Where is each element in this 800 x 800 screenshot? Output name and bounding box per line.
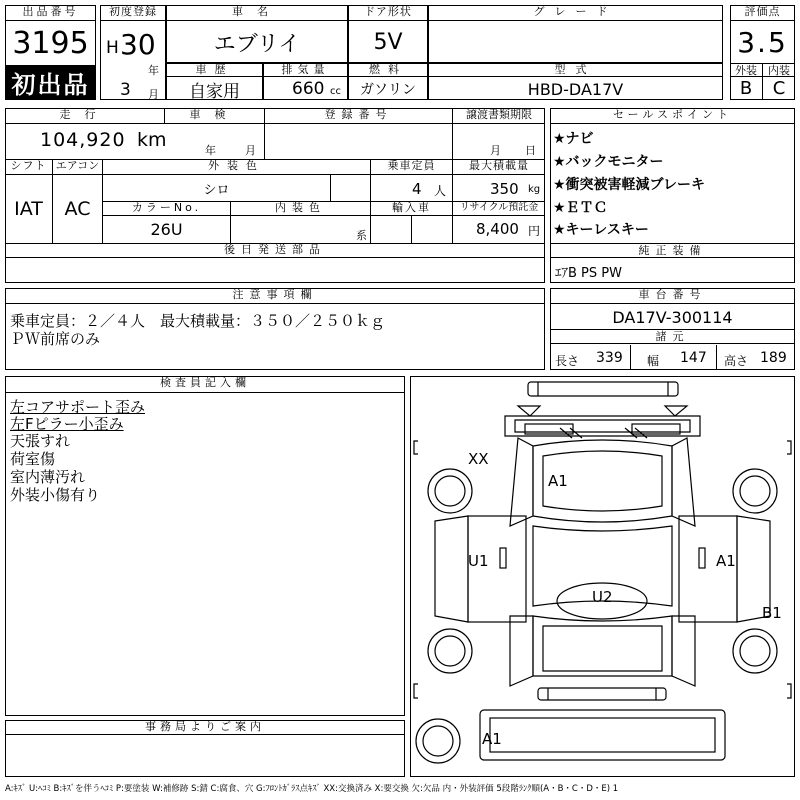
load-unit: kg — [528, 184, 541, 195]
model-label: 型式 — [428, 63, 723, 77]
interior-grade: C — [772, 78, 786, 99]
chassis-label: 車台番号 — [550, 288, 795, 304]
reg-no-label: 登録番号 — [265, 108, 453, 124]
fuel-label: 燃料 — [348, 63, 428, 77]
shift-value: IAT — [5, 175, 53, 243]
later-parts-label: 後日発送部品 — [5, 243, 545, 258]
inspector-line: 左Fピラー小歪み — [10, 415, 124, 433]
month-unit: 月 — [148, 88, 159, 101]
sales-point-item: ★キーレスキー — [553, 222, 649, 238]
load-label: 最大積載量 — [453, 159, 545, 175]
dims-label: 諸元 — [550, 329, 795, 344]
color-label: 外装色 — [103, 159, 371, 175]
sales-points-label: セールスポイント — [550, 108, 795, 124]
inspector-line: 左コアサポート歪み — [10, 398, 146, 416]
history-label: 車歴 — [166, 63, 263, 77]
shift-label: シフト — [5, 159, 53, 175]
chassis-value: DA17V-300114 — [612, 307, 733, 327]
inspection-label: 車検 — [165, 108, 265, 124]
lot-label: 出品番号 — [5, 5, 96, 21]
lot-number: 3195 — [12, 25, 89, 61]
damage-mark-roof: A1 — [548, 472, 568, 490]
color-value: シロ — [103, 175, 331, 201]
color-no-value: 26U — [103, 216, 231, 243]
length-value: 339 — [596, 350, 623, 366]
inspector-line: 室内薄汚れ — [10, 468, 86, 486]
height-value: 189 — [760, 350, 787, 366]
displacement-unit: cc — [330, 86, 341, 97]
exterior-label: 外装 — [730, 63, 763, 77]
inspector-line: 外装小傷有り — [10, 486, 101, 504]
color-no-label: カラーNo. — [103, 201, 231, 216]
era-mark: H — [106, 38, 119, 58]
notes-line: 乗車定員：２／４人 最大積載量：３５０／２５０ｋｇ — [10, 312, 386, 330]
sales-point-item: ★バックモニター — [553, 154, 664, 170]
ac-label: エアコン — [53, 159, 103, 175]
mileage-label: 走行 — [5, 108, 165, 124]
damage-mark-center: U2 — [592, 588, 613, 606]
inspection-month-unit: 月 — [245, 144, 256, 157]
score-value: 3.5 — [737, 25, 788, 59]
width-value: 147 — [680, 350, 707, 366]
car-name: エブリイ — [213, 31, 301, 57]
notes-line: ＰＷ前席のみ — [10, 330, 101, 348]
inspector-line: 荷室傷 — [10, 450, 56, 468]
inspector-line: 天張すれ — [10, 432, 71, 450]
recycle-unit: 円 — [528, 224, 541, 238]
seats-label: 乗車定員 — [371, 159, 453, 175]
mileage-value: 104,920 — [40, 129, 126, 151]
inspector-label: 検査員記入欄 — [5, 376, 405, 393]
score-label: 評価点 — [730, 5, 795, 21]
fuel-value: ガソリン — [360, 82, 416, 98]
transfer-month-unit: 月 — [490, 144, 501, 157]
recycle-label: リサイクル預託金 — [453, 201, 545, 216]
grade-label: グレード — [428, 5, 723, 21]
height-label: 高さ — [724, 354, 749, 368]
reg-month: 3 — [120, 80, 131, 100]
genuine-value: ｴｱB PS PW — [555, 265, 622, 281]
mileage-unit: km — [137, 129, 167, 151]
interior-label: 内装 — [763, 63, 795, 77]
ac-value: AC — [53, 175, 103, 243]
damage-mark-left-side: U1 — [468, 552, 489, 570]
displacement-value: 660 — [292, 79, 325, 99]
first-listing-badge: 初出品 — [5, 65, 96, 100]
inspection-year-unit: 年 — [205, 144, 216, 157]
transfer-day-unit: 日 — [525, 144, 536, 157]
seats-unit: 人 — [434, 184, 447, 198]
transfer-label: 譲渡書類期限 — [453, 108, 545, 124]
load-value: 350 — [490, 180, 519, 198]
recycle-value: 8,400 — [476, 220, 519, 238]
year-unit: 年 — [148, 64, 159, 77]
exterior-grade: B — [730, 77, 763, 100]
legend-text: A:ｷｽﾞ U:ﾍｺﾐ B:ｷｽﾞを伴うﾍｺﾐ P:要塗装 W:補修跡 S:錆 C:腐食、穴 G:ﾌﾛﾝﾄｶﾞﾗｽ点ｷｽﾞ XX:交換済み X:要交換 欠:欠品 内・外装評価 5段階ﾗﾝｸ順(A・B・C・D・E) 1 — [5, 784, 619, 794]
grade-value — [428, 22, 723, 62]
interior-color-suffix: 系 — [356, 229, 367, 242]
sales-point-item: ★衝突被害軽減ブレーキ — [553, 177, 705, 193]
sales-point-item: ★ナビ — [553, 131, 594, 147]
displacement-label: 排気量 — [263, 63, 348, 77]
damage-mark-rear: A1 — [482, 730, 502, 748]
damage-mark-hood: XX — [468, 450, 489, 468]
import-label: 輸入車 — [371, 201, 453, 216]
model-value: HBD-DA17V — [527, 79, 624, 99]
damage-mark-right-side: A1 — [716, 552, 736, 570]
office-label: 事務局よりご案内 — [5, 720, 405, 735]
car-name-label: 車名 — [166, 5, 348, 21]
genuine-label: 純正装備 — [550, 243, 795, 258]
door-label: ドア形状 — [348, 5, 428, 21]
sales-point-item: ★ＥＴＣ — [553, 200, 608, 216]
car-diagram — [410, 376, 795, 777]
notes-label: 注意事項欄 — [5, 288, 545, 304]
width-label: 幅 — [647, 354, 660, 368]
interior-color-label: 内装色 — [231, 201, 371, 216]
seats-value: 4 — [412, 180, 422, 198]
first-reg-label: 初度登録 — [100, 5, 166, 21]
door-type: 5V — [373, 29, 403, 55]
reg-year: 30 — [120, 28, 156, 61]
history-value: 自家用 — [189, 81, 240, 102]
damage-mark-right-rear: B1 — [762, 604, 782, 622]
length-label: 長さ — [555, 354, 580, 368]
